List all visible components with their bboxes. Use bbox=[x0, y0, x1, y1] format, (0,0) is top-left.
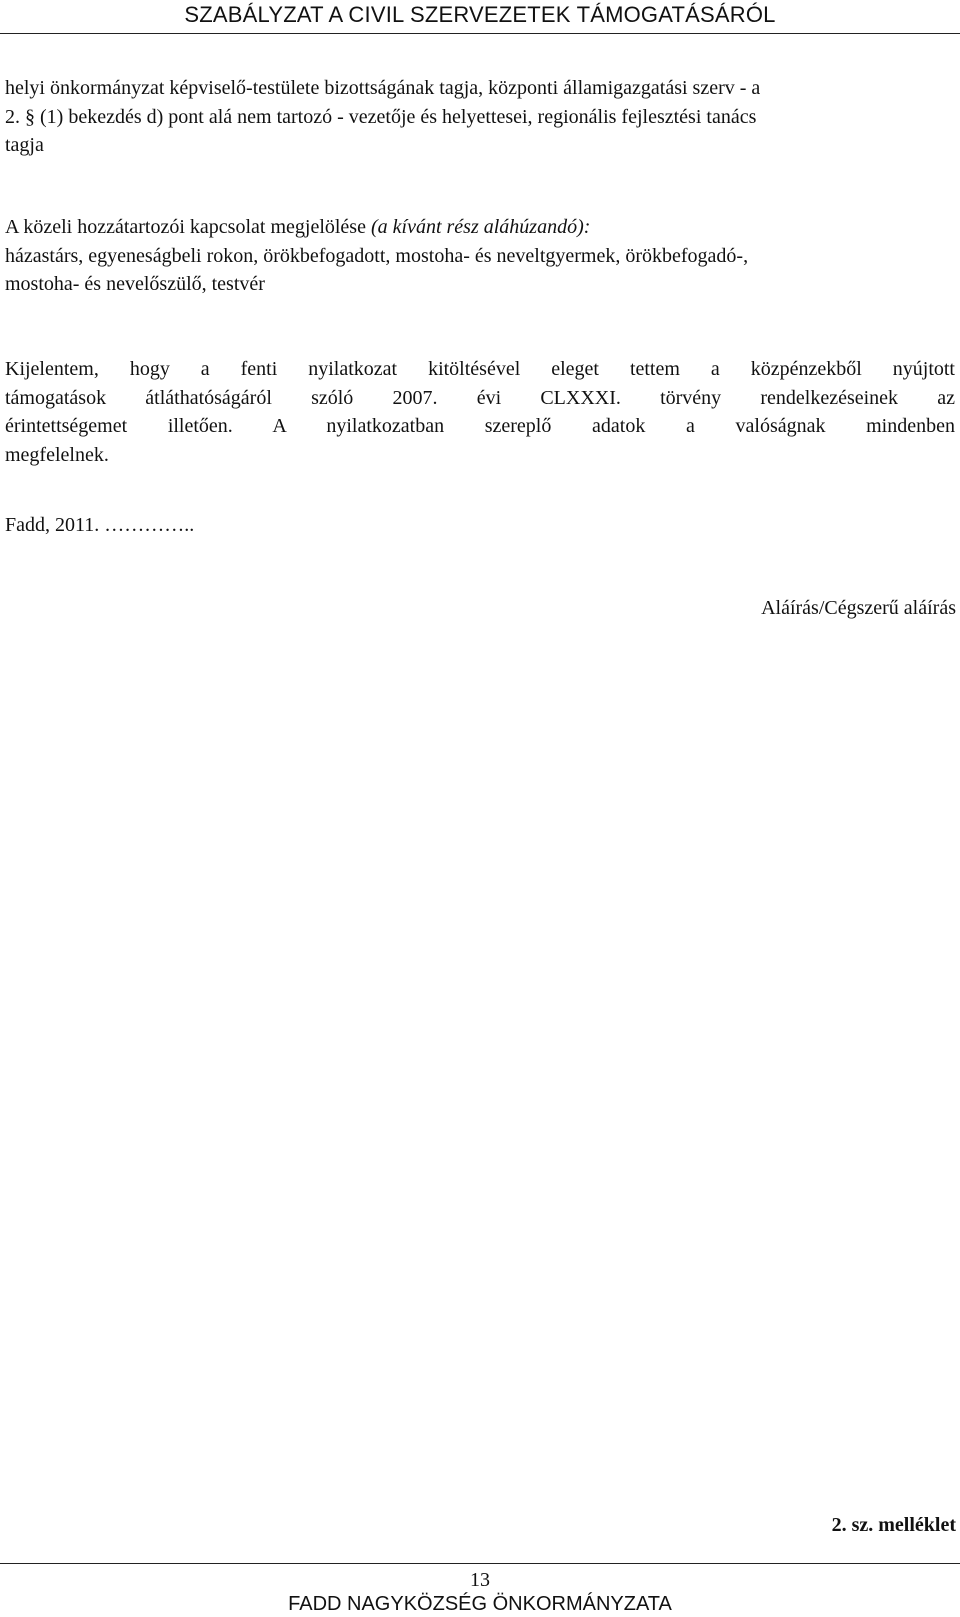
text-line: megfelelnek. bbox=[5, 443, 109, 466]
text-line: támogatások átláthatóságáról szóló 2007. évi CLXXXI. törvény rendelkezéseinek az bbox=[5, 386, 955, 409]
annex-label: 2. sz. melléklet bbox=[831, 1514, 956, 1536]
signature-label: Aláírás/Cégszerű aláírás bbox=[761, 597, 956, 619]
text-line: 2. § (1) bekezdés d) pont alá nem tartozó - vezetője és helyettesei, regionális fejlesztési tanács bbox=[5, 105, 757, 128]
paragraph-officials bbox=[5, 74, 955, 160]
page-footer bbox=[0, 1563, 960, 1617]
text-line: helyi önkormányzat képviselő-testülete bizottságának tagja, központi államigazgatási szerv - a bbox=[5, 77, 761, 99]
text-line: Kijelentem, hogy a fenti nyilatkozat kitöltésével eleget tettem a közpénzekből nyújtott bbox=[5, 358, 955, 380]
relatives-option-line: mostoha- és nevelőszülő, testvér bbox=[5, 273, 265, 295]
document-title: SZABÁLYZAT A CIVIL SZERVEZETEK TÁMOGATÁSÁRÓL bbox=[184, 2, 776, 27]
page-header bbox=[0, 0, 960, 34]
place-date: Fadd, 2011. ………….. bbox=[5, 514, 195, 536]
text-line: tagja bbox=[5, 134, 44, 156]
page-number: 13 bbox=[470, 1569, 490, 1591]
relatives-label-instruction: (a kívánt rész aláhúzandó): bbox=[370, 216, 591, 238]
relatives-label: A közeli hozzátartozói kapcsolat megjelölése bbox=[5, 216, 371, 238]
footer-title: FADD NAGYKÖZSÉG ÖNKORMÁNYZATA bbox=[288, 1593, 672, 1615]
relatives-option-line: házastárs, egyeneságbeli rokon, örökbefogadott, mostoha- és neveltgyermek, örökbefogadó-, bbox=[5, 244, 749, 267]
paragraph-relatives bbox=[5, 213, 955, 299]
text-line: érintettségemet illetően. A nyilatkozatban szereplő adatok a valóságnak mindenben bbox=[5, 415, 955, 437]
relatives-label-line bbox=[5, 213, 955, 242]
paragraph-declaration bbox=[5, 355, 955, 469]
